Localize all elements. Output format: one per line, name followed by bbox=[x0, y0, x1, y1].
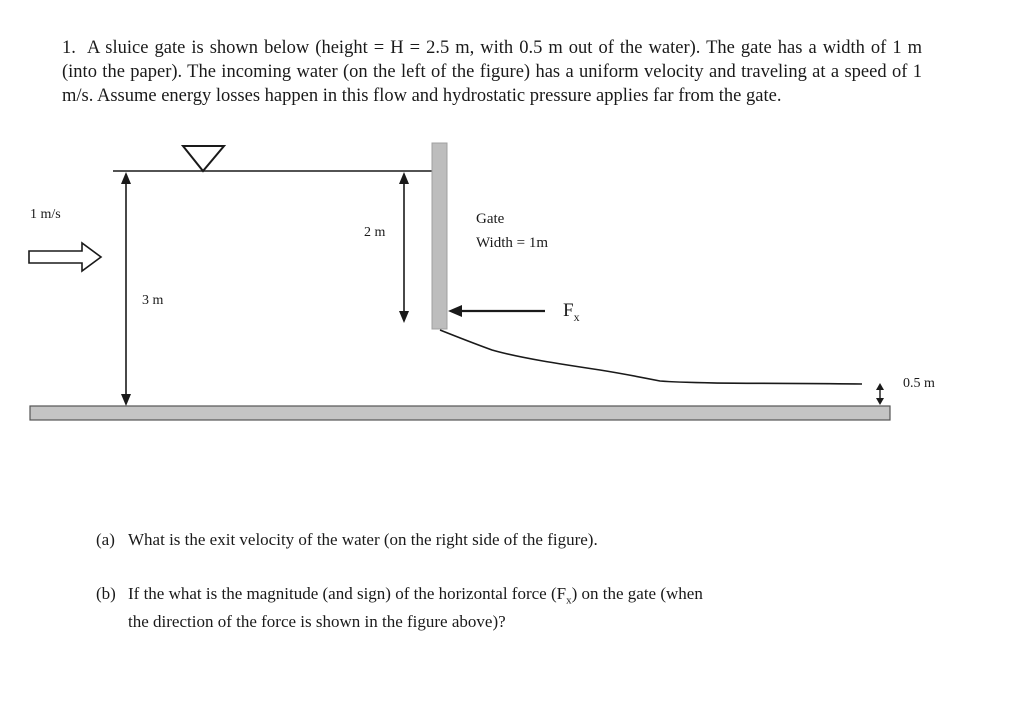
problem-number: 1. bbox=[62, 38, 76, 58]
downstream-dim-arrow-up bbox=[876, 383, 884, 390]
gate-dim-arrowhead-down bbox=[399, 311, 409, 323]
force-label-main: F bbox=[563, 300, 574, 321]
downstream-dim-arrow-down bbox=[876, 398, 884, 405]
question-b bbox=[96, 583, 926, 633]
question-b-text-line2: the direction of the force is shown in the figure above)? bbox=[128, 612, 506, 632]
sluice-gate bbox=[432, 143, 447, 329]
force-arrowhead bbox=[448, 305, 462, 317]
question-a bbox=[96, 529, 926, 551]
gate-dim-arrowhead-up bbox=[399, 172, 409, 184]
upstream-depth-label: 3 m bbox=[142, 293, 164, 308]
dimension-arrowhead-down bbox=[121, 394, 131, 406]
question-b-text-start: If the what is the magnitude (and sign) of the horizontal force (F bbox=[128, 584, 567, 603]
gate-width-label: Width = 1m bbox=[476, 235, 549, 251]
dimension-arrowhead-up bbox=[121, 172, 131, 184]
question-b-subscript: x bbox=[566, 594, 572, 607]
inflow-velocity-label: 1 m/s bbox=[30, 207, 61, 222]
water-surface-symbol bbox=[183, 146, 224, 171]
question-a-text: What is the exit velocity of the water (on the right side of the figure). bbox=[128, 530, 598, 549]
gate-height-label: 2 m bbox=[364, 225, 386, 240]
gate-label: Gate bbox=[476, 211, 505, 227]
question-b-text-line1 bbox=[128, 584, 703, 607]
problem-text: A sluice gate is shown below (height = H = 2.5 m, with 0.5 m out of the water). The gate has a width of 1 m (into the paper). The incoming water (on the left of the figure) has a uniform velocity and traveling at a speed of 1 m/s. Assume energy losses happen in this flow and hydrostatic pressure applies far from the gate. bbox=[62, 38, 922, 106]
force-label bbox=[563, 300, 580, 324]
channel-bed bbox=[30, 406, 890, 420]
inflow-arrow-icon bbox=[29, 243, 101, 271]
question-b-text-end: ) on the gate (when bbox=[571, 584, 703, 603]
question-a-label: (a) bbox=[96, 530, 115, 549]
downstream-depth-label: 0.5 m bbox=[903, 376, 935, 391]
question-b-label: (b) bbox=[96, 584, 116, 603]
force-label-subscript: x bbox=[573, 310, 580, 324]
downstream-water-surface bbox=[440, 330, 862, 384]
